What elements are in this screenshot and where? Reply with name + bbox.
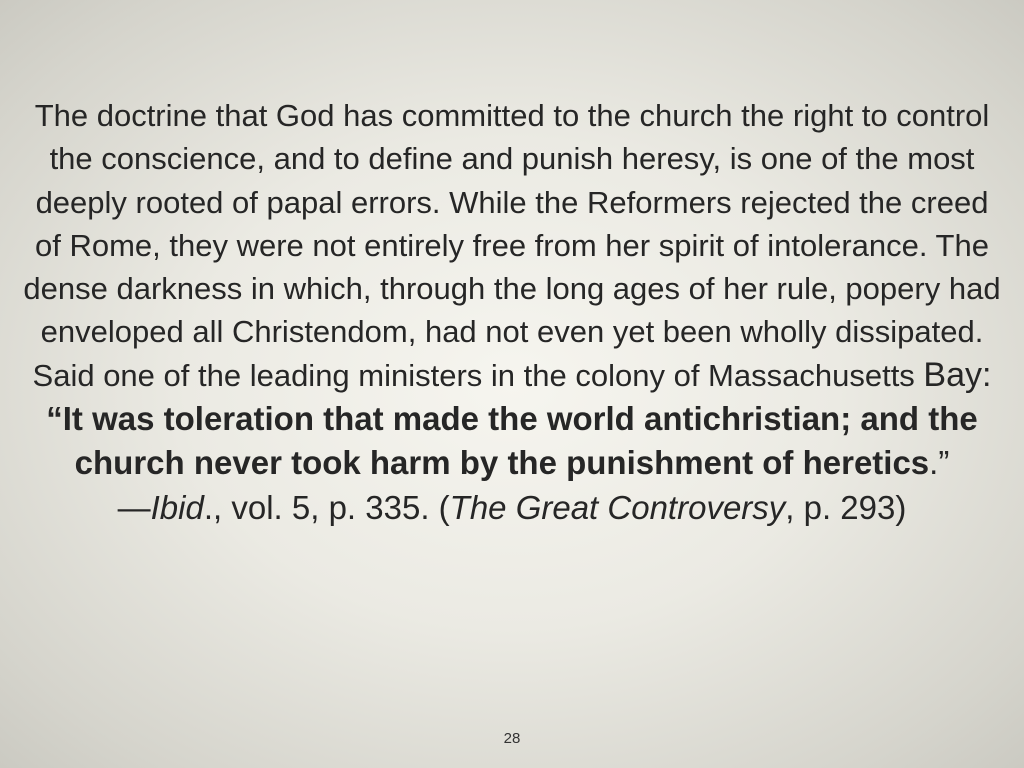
em-dash: — — [117, 488, 151, 526]
ibid-label: Ibid — [150, 488, 204, 526]
paragraph-text: The doctrine that God has committed to the church the right to control the conscience, and to define and punish heresy, is one of the most deeply rooted of papal errors. While the Reformers rejected the creed of Rome, they were not entirely free from her spirit of intolerance. The dense darkness in which, through the long ages of her rule, popery had enveloped all Christendom, had not even yet been wholly dissipated. Said one of the leading ministers in the colony of Massachusetts — [23, 98, 1001, 393]
book-title: The Great Controversy — [449, 488, 786, 526]
bay-word: Bay: — [923, 355, 992, 394]
bold-quotation: “It was toleration that made the world antichristian; and the church never took harm by the punishment of heretics — [46, 400, 978, 482]
page-number: 28 — [503, 730, 521, 747]
quote-paragraph — [22, 94, 1002, 530]
quote-close: .” — [929, 444, 950, 482]
citation-page: , p. 293) — [785, 488, 907, 526]
citation-volume: ., vol. 5, p. 335. ( — [203, 488, 450, 526]
